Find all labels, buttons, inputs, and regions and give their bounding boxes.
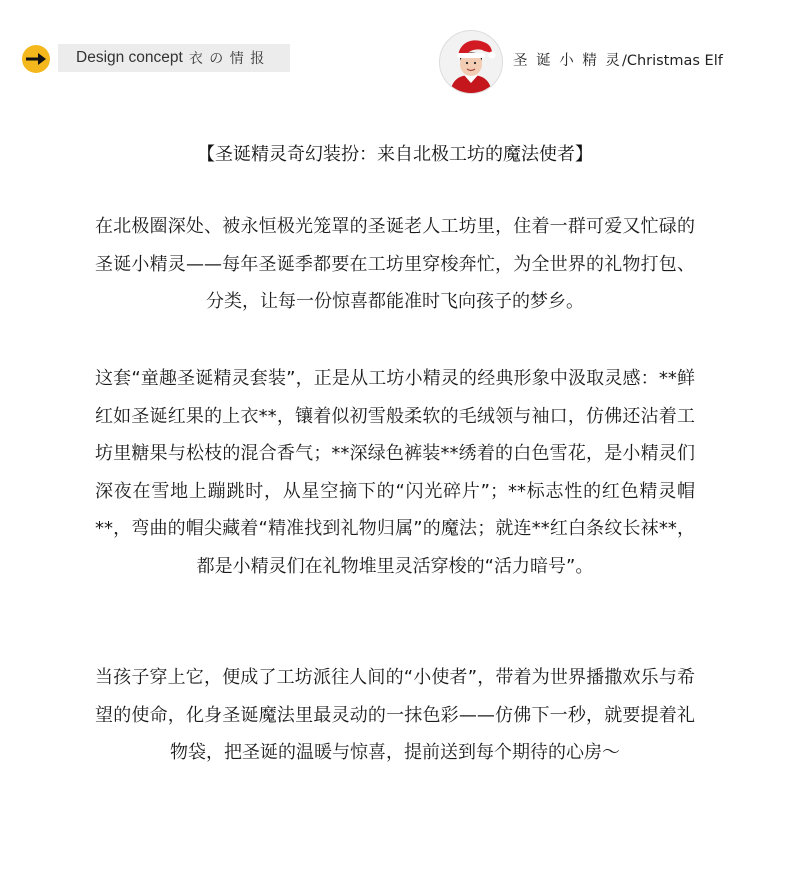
profile-name xyxy=(513,49,723,70)
avatar xyxy=(439,30,503,94)
arrow-right-icon xyxy=(22,45,50,73)
page-title: 【圣诞精灵奇幻装扮：来自北极工坊的魔法使者】 xyxy=(197,144,593,165)
design-concept-tag xyxy=(58,44,290,72)
header xyxy=(0,0,790,120)
profile-name-en: /Christmas Elf xyxy=(621,53,723,69)
design-concept-label-jp: 衣 の 情 报 xyxy=(188,51,266,67)
paragraph-intro: 在北极圈深处、被永恒极光笼罩的圣诞老人工坊里，住着一群可爱又忙碌的圣诞小精灵——每年圣诞季都要在工坊里穿梭奔忙，为全世界的礼物打包、分类，让每一份惊喜都能准时飞向孩子的梦乡。 xyxy=(95,216,695,312)
paragraph-design: 这套“童趣圣诞精灵套装”，正是从工坊小精灵的经典形象中汲取灵感：**鲜红如圣诞红果的上衣**，镶着似初雪般柔软的毛绒领与袖口，仿佛还沾着工坊里糖果与松枝的混合香气；**深绿色裤装**绣着的白色雪花，是小精灵们深夜在雪地上蹦跳时，从星空摘下的“闪光碎片”；**标志性的红色精灵帽**，弯曲的帽尖藏着“精准找到礼物归属”的魔法；就连**红白条纹长袜**，都是小精灵们在礼物堆里灵活穿梭的“活力暗号”。 xyxy=(95,368,695,577)
profile-name-cn: 圣 诞 小 精 灵 xyxy=(513,53,622,69)
paragraph-closing: 当孩子穿上它，便成了工坊派往人间的“小使者”，带着为世界播撒欢乐与希望的使命，化身圣诞魔法里最灵动的一抹色彩——仿佛下一秒，就要提着礼物袋，把圣诞的温暖与惊喜，提前送到每个期待的心房～ xyxy=(95,667,695,763)
elf-child-avatar-icon xyxy=(440,31,502,93)
design-concept-label: Design concept xyxy=(76,49,183,66)
